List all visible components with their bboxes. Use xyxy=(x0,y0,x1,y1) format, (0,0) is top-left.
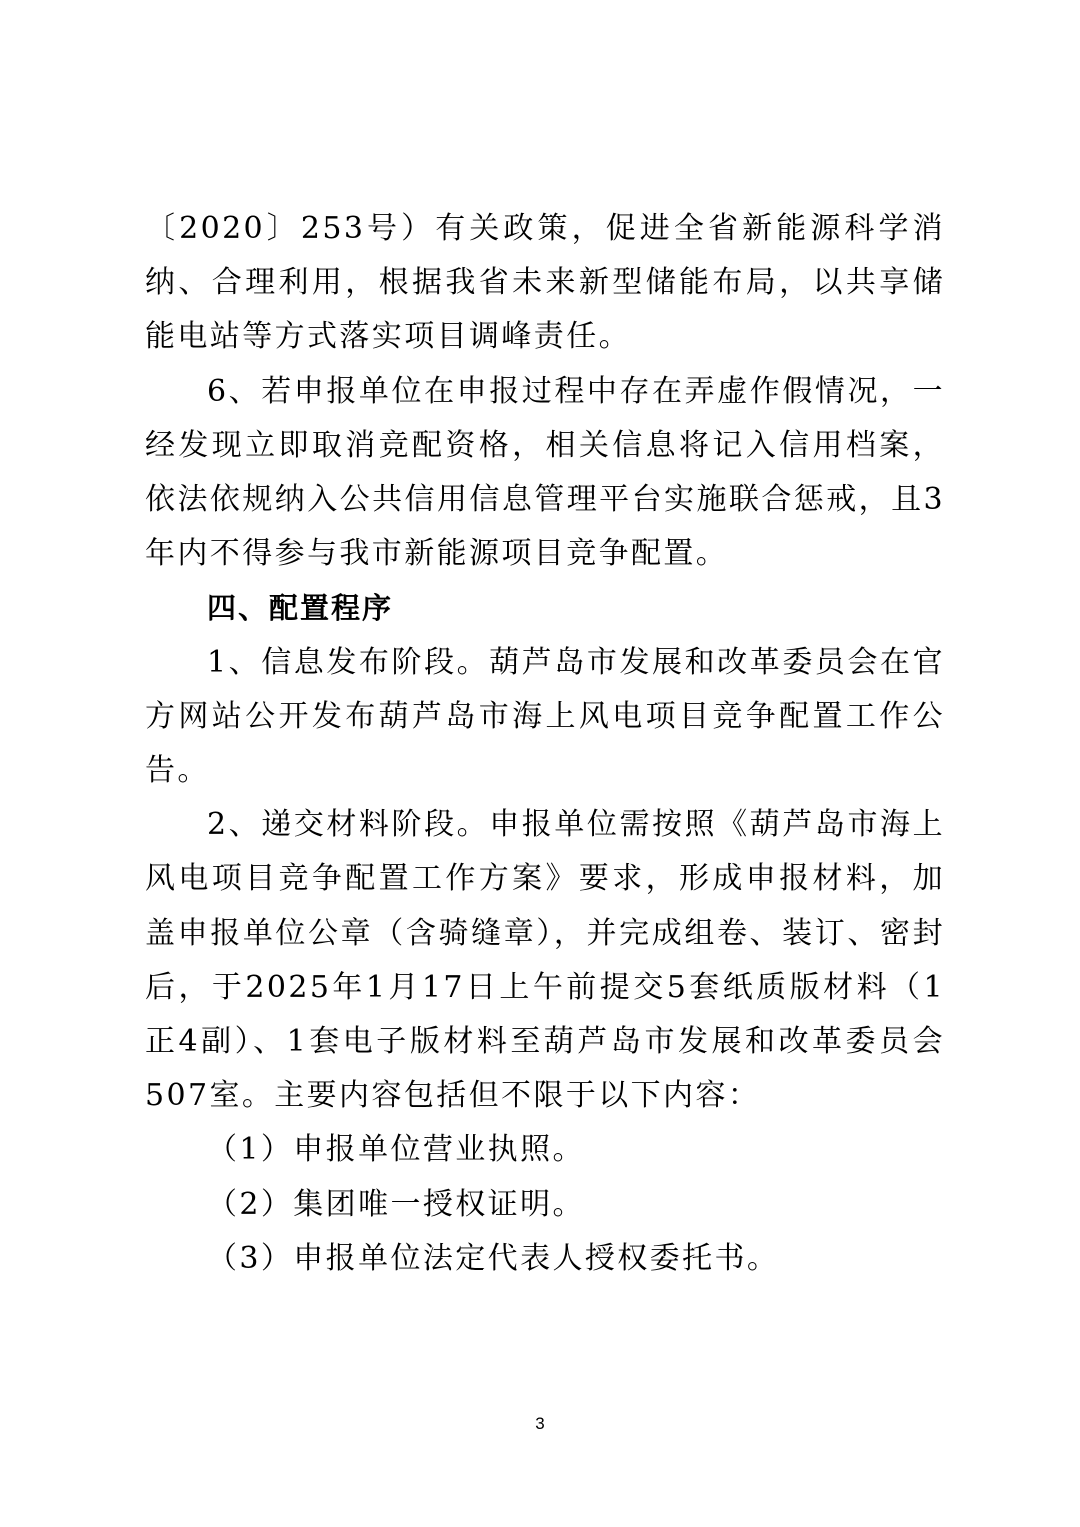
paragraph-continuation: 〔2020〕253号）有关政策，促进全省新能源科学消纳、合理利用，根据我省未来新型储能布局，以共享储能电站等方式落实项目调峰责任。 xyxy=(145,211,945,355)
section-heading: 四、配置程序 xyxy=(207,591,394,626)
page-number: 3 xyxy=(535,1414,545,1433)
list-item: （2）集团唯一授权证明。 xyxy=(207,1186,585,1222)
paragraph-item-6: 6、若申报单位在申报过程中存在弄虚作假情况，一经发现立即取消竞配资格，相关信息将记入信用档案，依法依规纳入公共信用信息管理平台实施联合惩戒，且3年内不得参与我市新能源项目竞争配置。 xyxy=(145,373,945,572)
procedure-step-1: 1、信息发布阶段。葫芦岛市发展和改革委员会在官方网站公开发布葫芦岛市海上风电项目竞争配置工作公告。 xyxy=(145,644,945,789)
body-text xyxy=(145,202,945,1286)
list-item: （3）申报单位法定代表人授权委托书。 xyxy=(207,1240,780,1276)
list-item: （1）申报单位营业执照。 xyxy=(207,1132,585,1168)
procedure-step-2: 2、递交材料阶段。申报单位需按照《葫芦岛市海上风电项目竞争配置工作方案》要求，形成申报材料，加盖申报单位公章（含骑缝章），并完成组卷、装订、密封后，于2025年1月17日上午前提交5套纸质版材料（1正4副）、1套电子版材料至葫芦岛市发展和改革委员会507室。主要内容包括但不限于以下内容： xyxy=(145,807,945,1114)
